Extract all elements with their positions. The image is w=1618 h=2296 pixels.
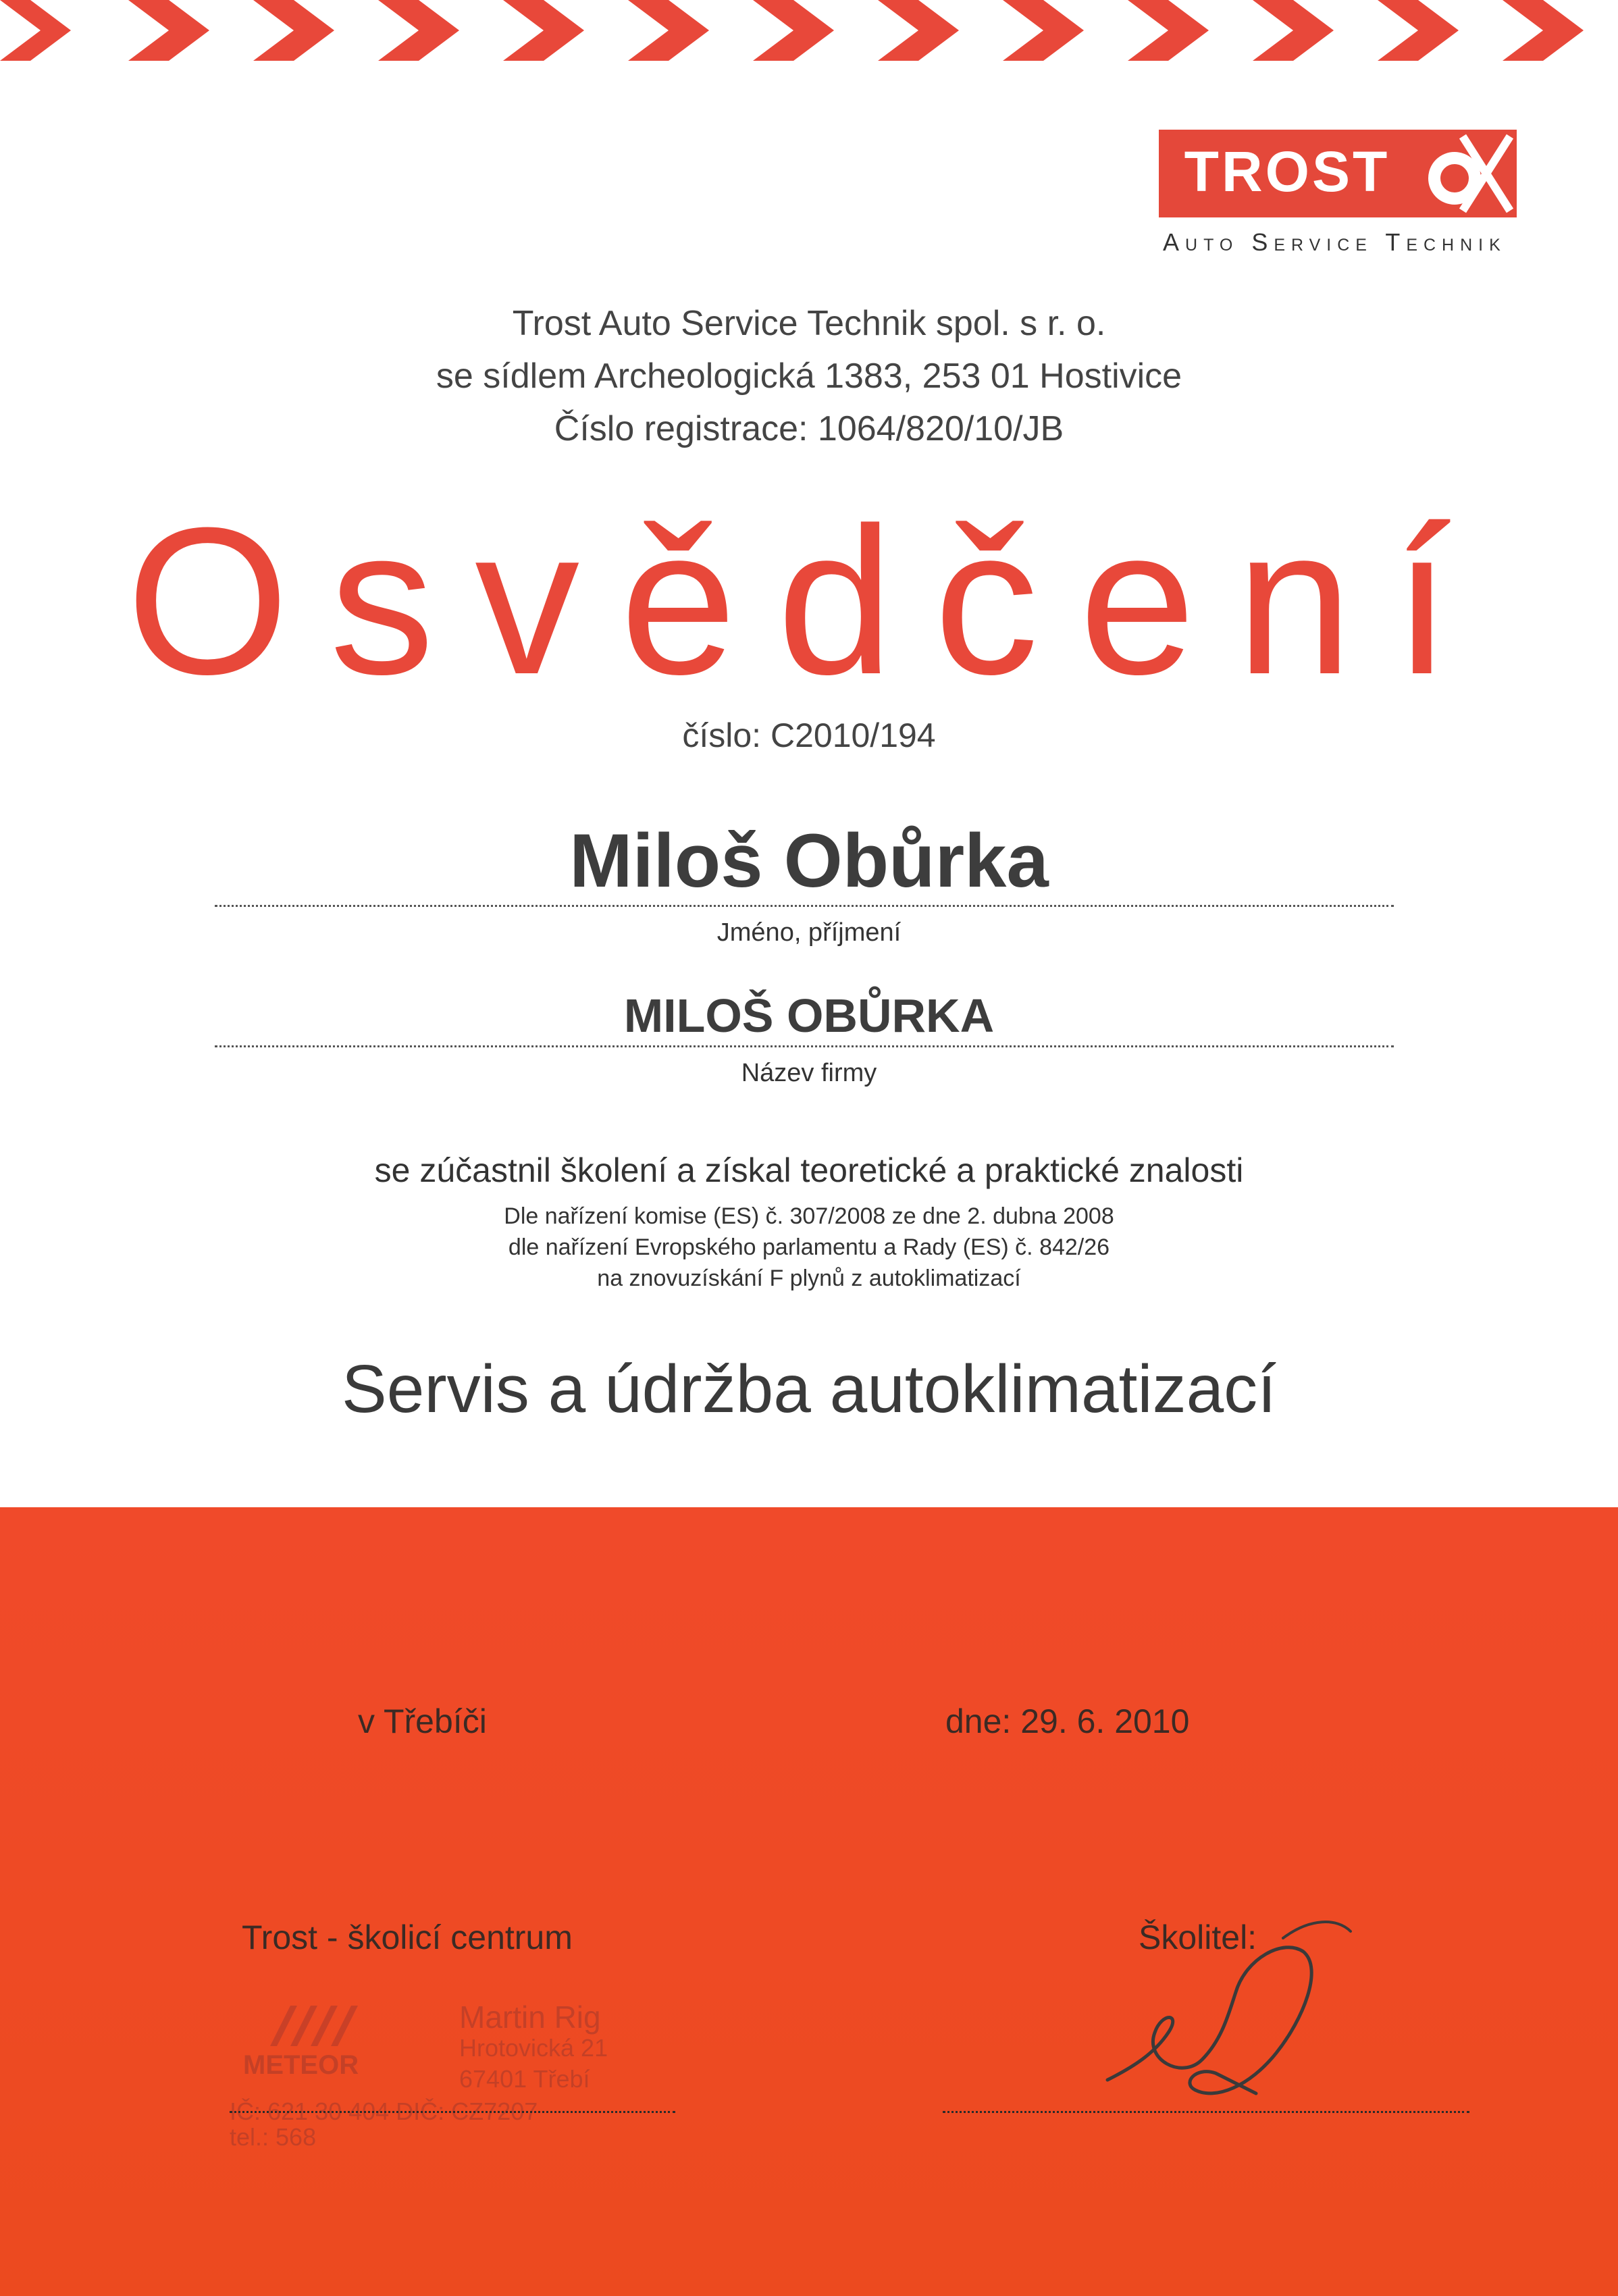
certificate-title: Osvědčení [126,484,1492,718]
place: v Třebíči [358,1702,487,1740]
trainer-signature [1080,1911,1364,2114]
chevron-icon [503,0,584,61]
firm-dotted-line [215,1045,1394,1047]
meteor-logo-icon [270,1999,378,2046]
stamp-logo: METEOR [243,2050,359,2080]
chevron-icon [753,0,834,61]
chevron-icon [628,0,709,61]
logo-tagline: Auto Service Technik [1163,228,1507,256]
center-signature-line [230,2111,675,2113]
chevron-icon [1378,0,1459,61]
stamp-name: Martin Rig [459,2000,601,2035]
logo-brand: TROST [1184,140,1390,203]
stamp-tel: tel.: 568 [230,2123,317,2151]
stamp-ids: IČ: 621 30 404 DIČ: CZ7207 [230,2097,538,2125]
issuer-company: Trost Auto Service Technik spol. s r. o. [512,304,1106,343]
course-title: Servis a údržba autoklimatizací [342,1351,1276,1427]
regulation-line: dle nařízení Evropského parlamentu a Rady (ES) č. 842/26 [508,1234,1110,1260]
chevron-icon [253,0,334,61]
firm-name: MILOŠ OBŮRKA [623,989,995,1042]
stamp-city: 67401 Třebí [459,2065,590,2093]
trainer-label: Školitel: [1139,1919,1257,1956]
chevron-icon [0,0,71,61]
issuer-registration: Číslo registrace: 1064/820/10/JB [554,409,1064,448]
chevron-icon [1003,0,1084,61]
chevron-icon [128,0,209,61]
chevron-icon [378,0,459,61]
chevron-icon [1503,0,1584,61]
firm-label: Název firmy [741,1059,877,1087]
name-label: Jméno, příjmení [716,918,902,947]
trost-logo [1159,130,1523,265]
company-stamp [230,1999,675,2151]
logo-box [1159,130,1415,217]
regulation-line: na znovuzískání F plynů z autoklimatizací [597,1266,1021,1291]
training-center: Trost - školicí centrum [242,1919,573,1956]
chevron-icon [1253,0,1334,61]
logo-mark-icon [1415,130,1517,217]
statement: se zúčastnil školení a získal teoretické a praktické znalosti [374,1151,1244,1189]
chevron-icon [878,0,959,61]
name-dotted-line [215,905,1394,907]
footer-panel [0,1507,1618,2296]
chevron-icon [1128,0,1209,61]
regulation-line: Dle nařízení komise (ES) č. 307/2008 ze dne 2. dubna 2008 [504,1203,1114,1229]
stamp-street: Hrotovická 21 [459,2034,608,2062]
chevron-border [0,0,1618,68]
certificate-number: číslo: C2010/194 [682,716,936,754]
person-name: Miloš Obůrka [569,818,1049,903]
issuer-address: se sídlem Archeologická 1383, 253 01 Hostivice [436,357,1182,396]
date: dne: 29. 6. 2010 [945,1702,1190,1740]
